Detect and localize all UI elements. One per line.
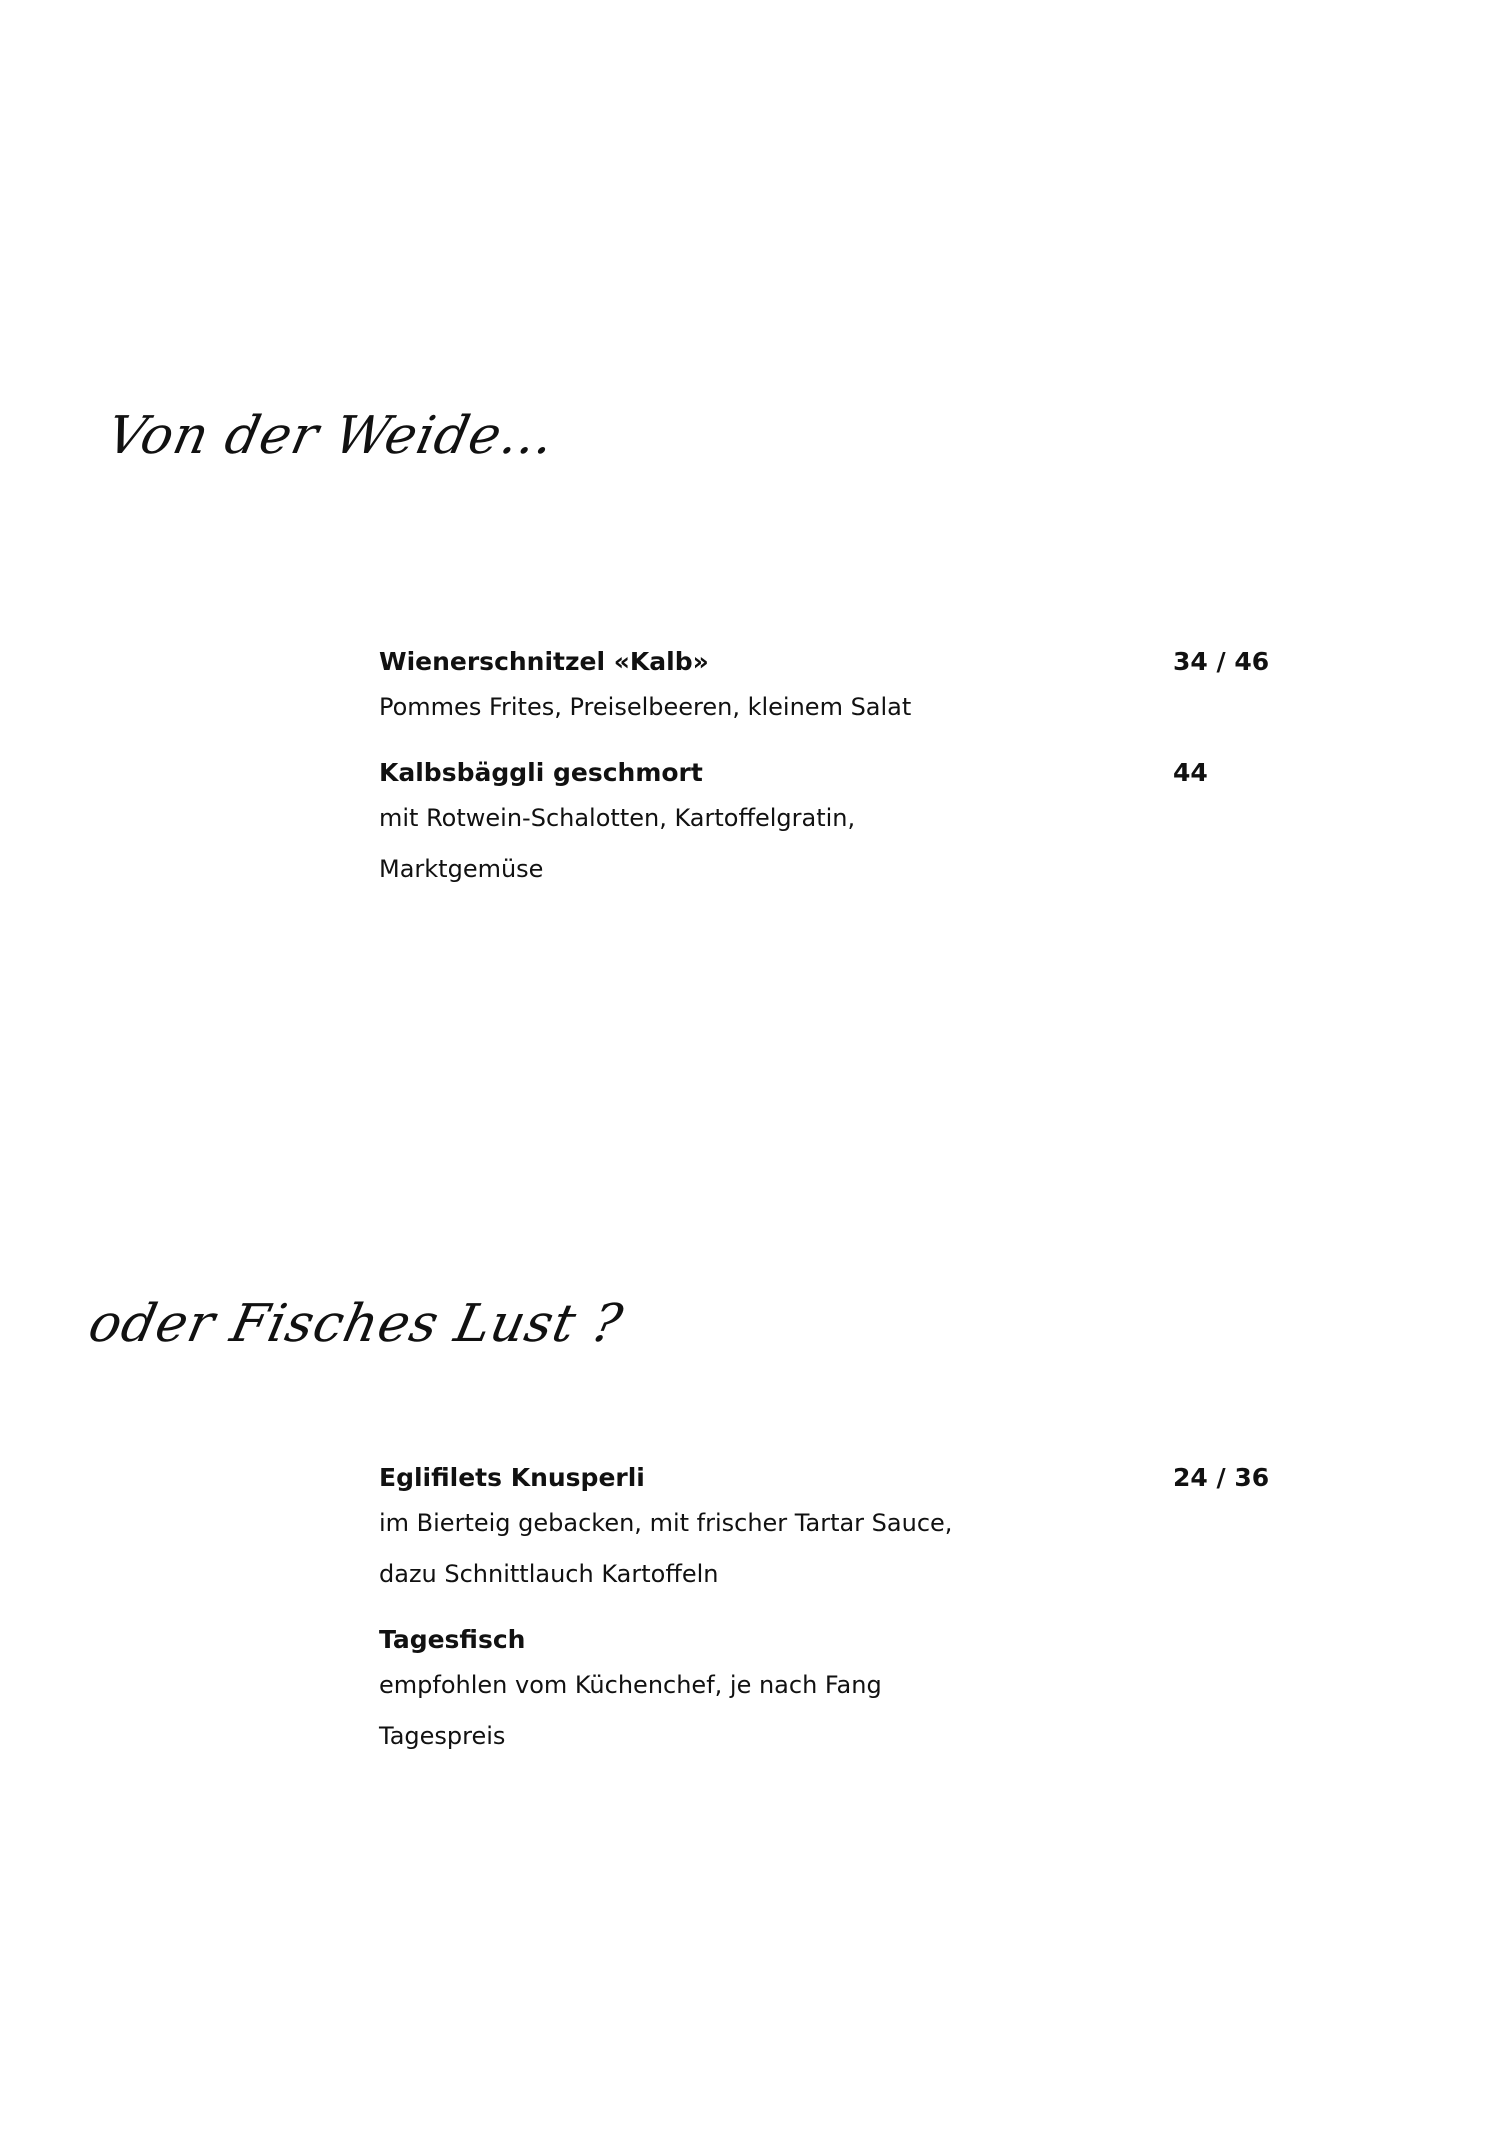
- menu-item-description: mit Rotwein-Schalotten, Kartoffelgratin,: [379, 804, 856, 832]
- menu-item-description: Marktgemüse: [379, 855, 544, 883]
- menu-item-price: 34 / 46: [1173, 647, 1270, 676]
- menu-item-description: Pommes Frites, Preiselbeeren, kleinem Salat: [379, 693, 912, 721]
- section-weide-items: [379, 642, 1279, 895]
- menu-item-wienerschnitzel: [379, 642, 1279, 682]
- item-spacer: [379, 733, 1279, 753]
- menu-item-name: Wienerschnitzel «Kalb»: [379, 647, 709, 676]
- menu-item-name: Tagesfisch: [379, 1625, 526, 1654]
- menu-item-description: empfohlen vom Küchenchef, je nach Fang: [379, 1671, 882, 1699]
- section-fisch-items: [379, 1458, 1279, 1762]
- section-title-weide: Von der Weide…: [101, 406, 561, 466]
- section-title-fisch: oder Fisches Lust ?: [83, 1294, 629, 1354]
- menu-item-description: Tagespreis: [379, 1722, 506, 1750]
- menu-item-description: dazu Schnittlauch Kartoffeln: [379, 1560, 719, 1588]
- menu-item-description: im Bierteig gebacken, mit frischer Tartar Sauce,: [379, 1509, 953, 1537]
- menu-item-name: Eglifilets Knusperli: [379, 1463, 645, 1492]
- menu-item-name: Kalbsbäggli geschmort: [379, 758, 703, 787]
- menu-item-price: 24 / 36: [1173, 1463, 1270, 1492]
- menu-item-price: 44: [1173, 758, 1208, 787]
- menu-item-eglifilets: [379, 1458, 1279, 1498]
- menu-item-tagesfisch: [379, 1620, 1279, 1660]
- item-spacer: [379, 1600, 1279, 1620]
- menu-item-kalbsbaeggli: [379, 753, 1279, 793]
